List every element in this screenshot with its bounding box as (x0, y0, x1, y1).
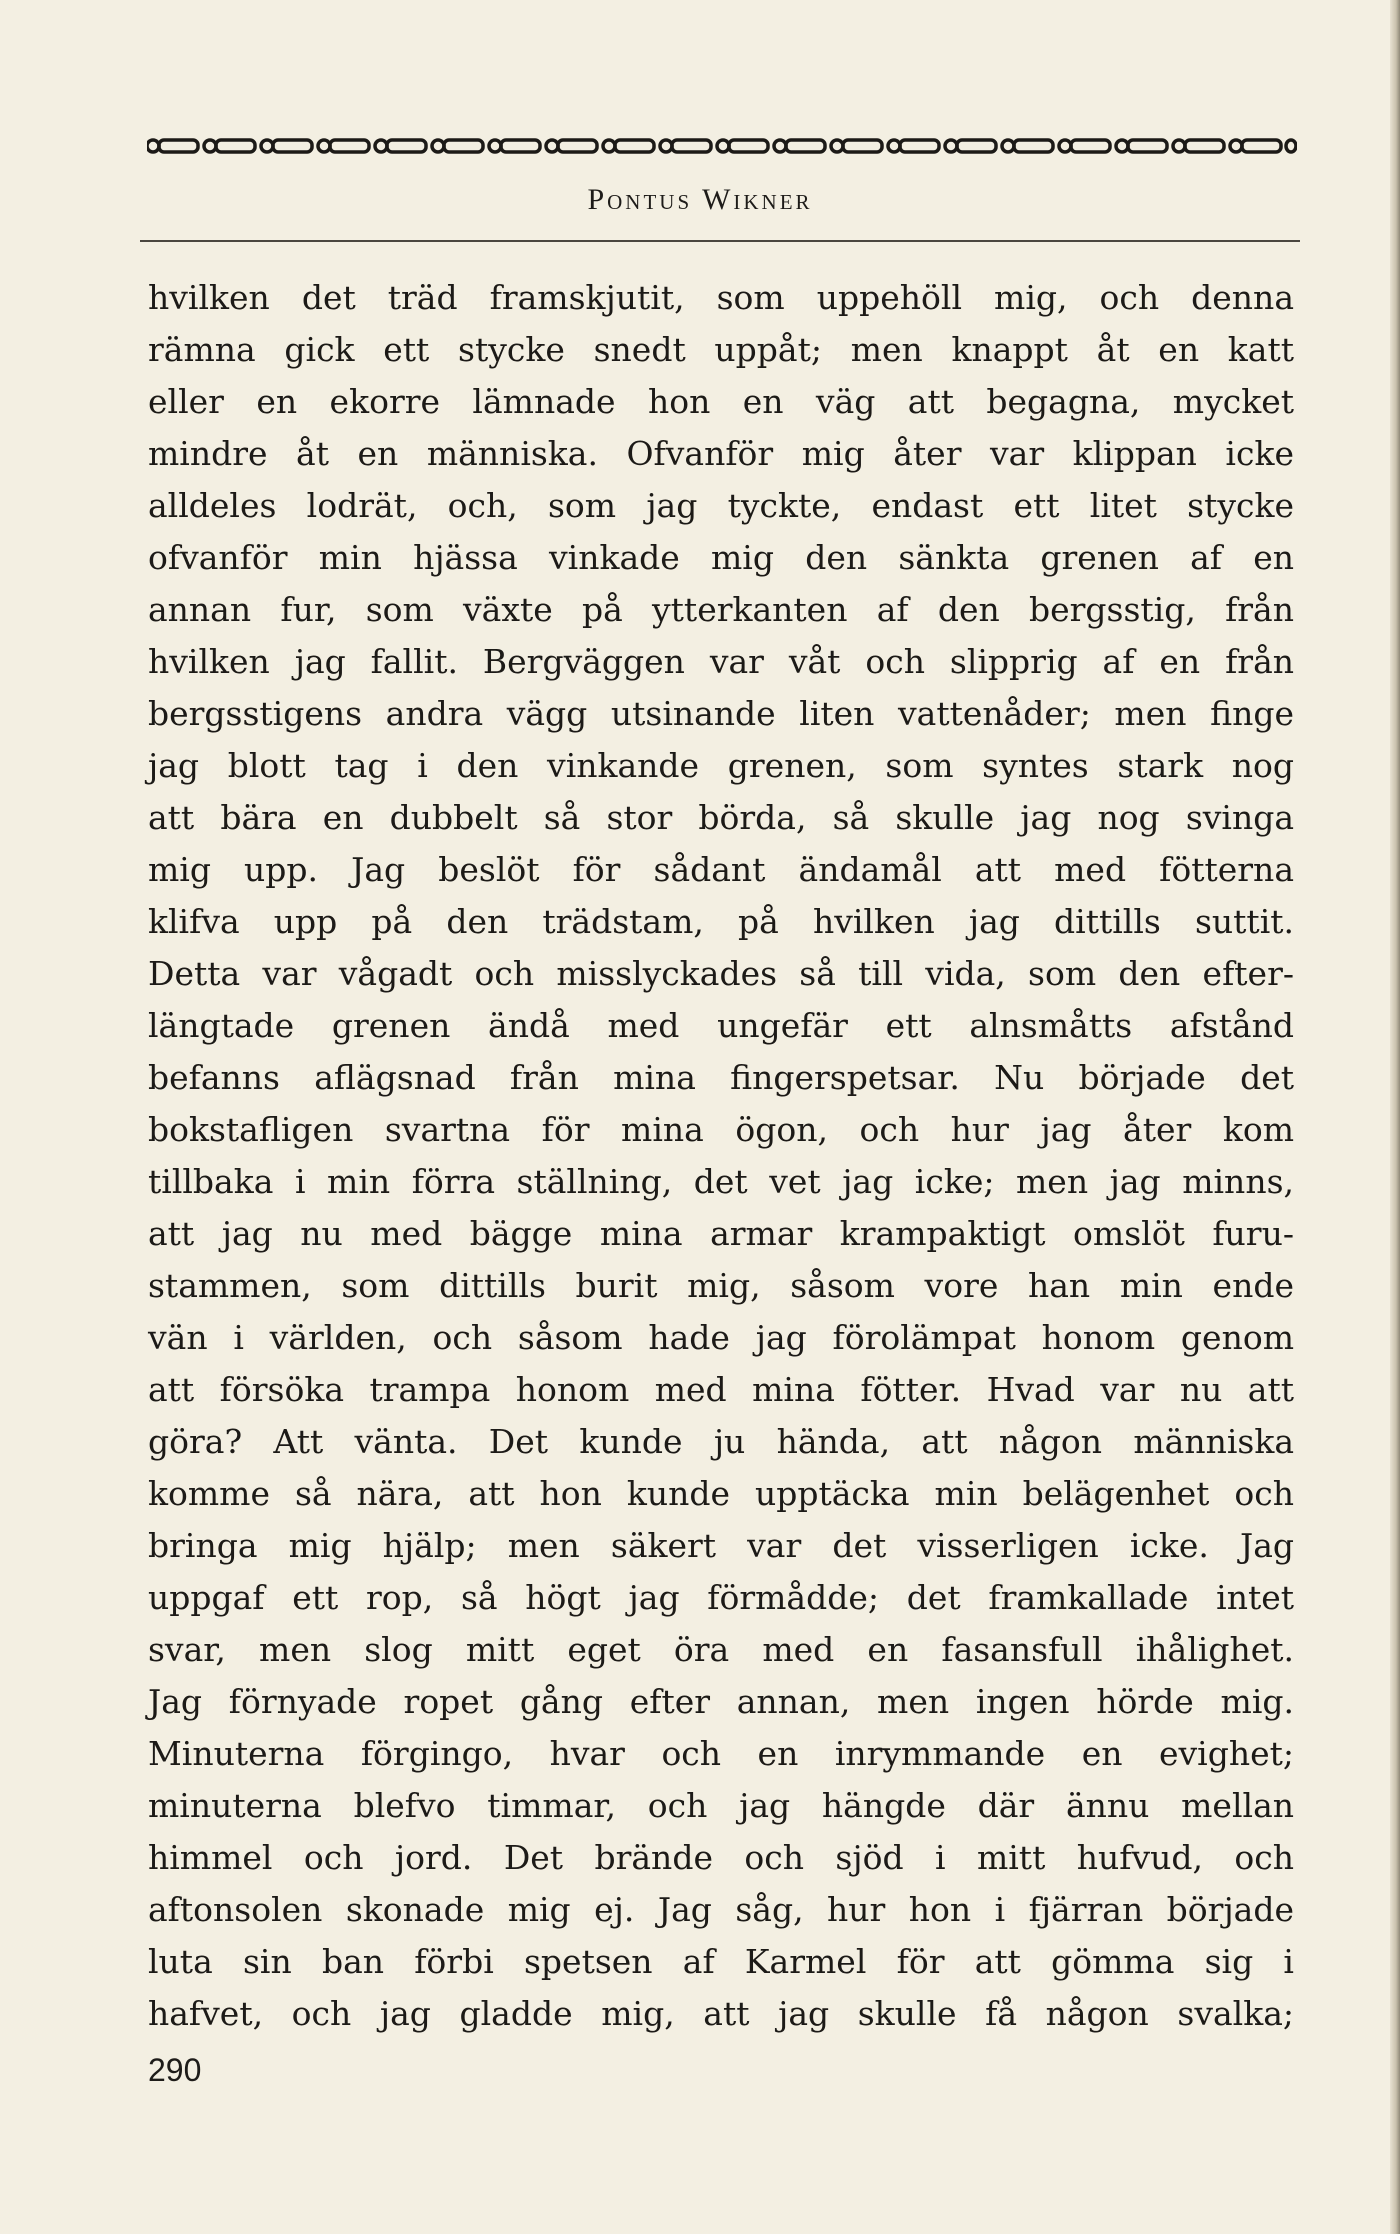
text-line: klifva upp på den trädstam, på hvilken jag dittills suttit. (148, 902, 1294, 941)
text-line: tillbaka i min förra ställning, det vet jag icke; men jag minns, (148, 1162, 1294, 1201)
page-edge-shadow (1390, 0, 1400, 2234)
text-line: Detta var vågadt och misslyckades så till vida, som den efter- (148, 954, 1294, 993)
text-line: att jag nu med bägge mina armar krampaktigt omslöt furu- (148, 1214, 1294, 1253)
text-line: luta sin ban förbi spetsen af Karmel för att gömma sig i (148, 1942, 1294, 1981)
text-line: jag blott tag i den vinkande grenen, som syntes stark nog (148, 746, 1294, 785)
text-line: mig upp. Jag beslöt för sådant ändamål att med fötterna (148, 850, 1294, 889)
text-line: aftonsolen skonade mig ej. Jag såg, hur hon i fjärran började (148, 1890, 1294, 1929)
text-line: stammen, som dittills burit mig, såsom vore han min ende (148, 1266, 1294, 1305)
chain-ornament-border (147, 134, 1297, 158)
text-line: Jag förnyade ropet gång efter annan, men ingen hörde mig. (148, 1682, 1294, 1721)
text-line: uppgaf ett rop, så högt jag förmådde; det framkallade intet (148, 1578, 1294, 1617)
text-line: att försöka trampa honom med mina fötter. Hvad var nu att (148, 1370, 1294, 1409)
text-line: bergsstigens andra vägg utsinande liten vattenåder; men finge (148, 694, 1294, 733)
text-line: eller en ekorre lämnade hon en väg att begagna, mycket (148, 382, 1294, 421)
text-line: himmel och jord. Det brände och sjöd i mitt hufvud, och (148, 1838, 1294, 1877)
text-line: mindre åt en människa. Ofvanför mig åter var klippan icke (148, 434, 1294, 473)
text-line: komme så nära, att hon kunde upptäcka min belägenhet och (148, 1474, 1294, 1513)
page-number: 290 (148, 2052, 202, 2088)
text-line: ofvanför min hjässa vinkade mig den sänkta grenen af en (148, 538, 1294, 577)
text-line: längtade grenen ändå med ungefär ett alnsmåtts afstånd (148, 1006, 1294, 1045)
text-line: bringa mig hjälp; men säkert var det visserligen icke. Jag (148, 1526, 1294, 1565)
text-line: Minuterna förgingo, hvar och en inrymmande en evighet; (148, 1734, 1294, 1773)
text-line: befanns aflägsnad från mina fingerspetsar. Nu började det (148, 1058, 1294, 1097)
body-text (148, 272, 1294, 2040)
text-line: alldeles lodrät, och, som jag tyckte, endast ett litet stycke (148, 486, 1294, 525)
text-line: annan fur, som växte på ytterkanten af den bergsstig, från (148, 590, 1294, 629)
running-head-author: Pontus Wikner (587, 183, 813, 216)
text-line: hafvet, och jag gladde mig, att jag skulle få någon svalka; (148, 1994, 1294, 2033)
text-line: att bära en dubbelt så stor börda, så skulle jag nog svinga (148, 798, 1294, 837)
text-line: rämna gick ett stycke snedt uppåt; men knappt åt en katt (148, 330, 1294, 369)
text-line: hvilken jag fallit. Bergväggen var våt och slipprig af en från (148, 642, 1294, 681)
text-line: hvilken det träd framskjutit, som uppehöll mig, och denna (148, 278, 1294, 317)
text-line: minuterna blefvo timmar, och jag hängde där ännu mellan (148, 1786, 1294, 1825)
text-line: vän i världen, och såsom hade jag förolämpat honom genom (148, 1318, 1294, 1357)
text-line: bokstafligen svartna för mina ögon, och hur jag åter kom (148, 1110, 1294, 1149)
header-rule (140, 240, 1300, 242)
text-line: svar, men slog mitt eget öra med en fasansfull ihålighet. (148, 1630, 1294, 1669)
text-line: göra? Att vänta. Det kunde ju hända, att någon människa (148, 1422, 1294, 1461)
